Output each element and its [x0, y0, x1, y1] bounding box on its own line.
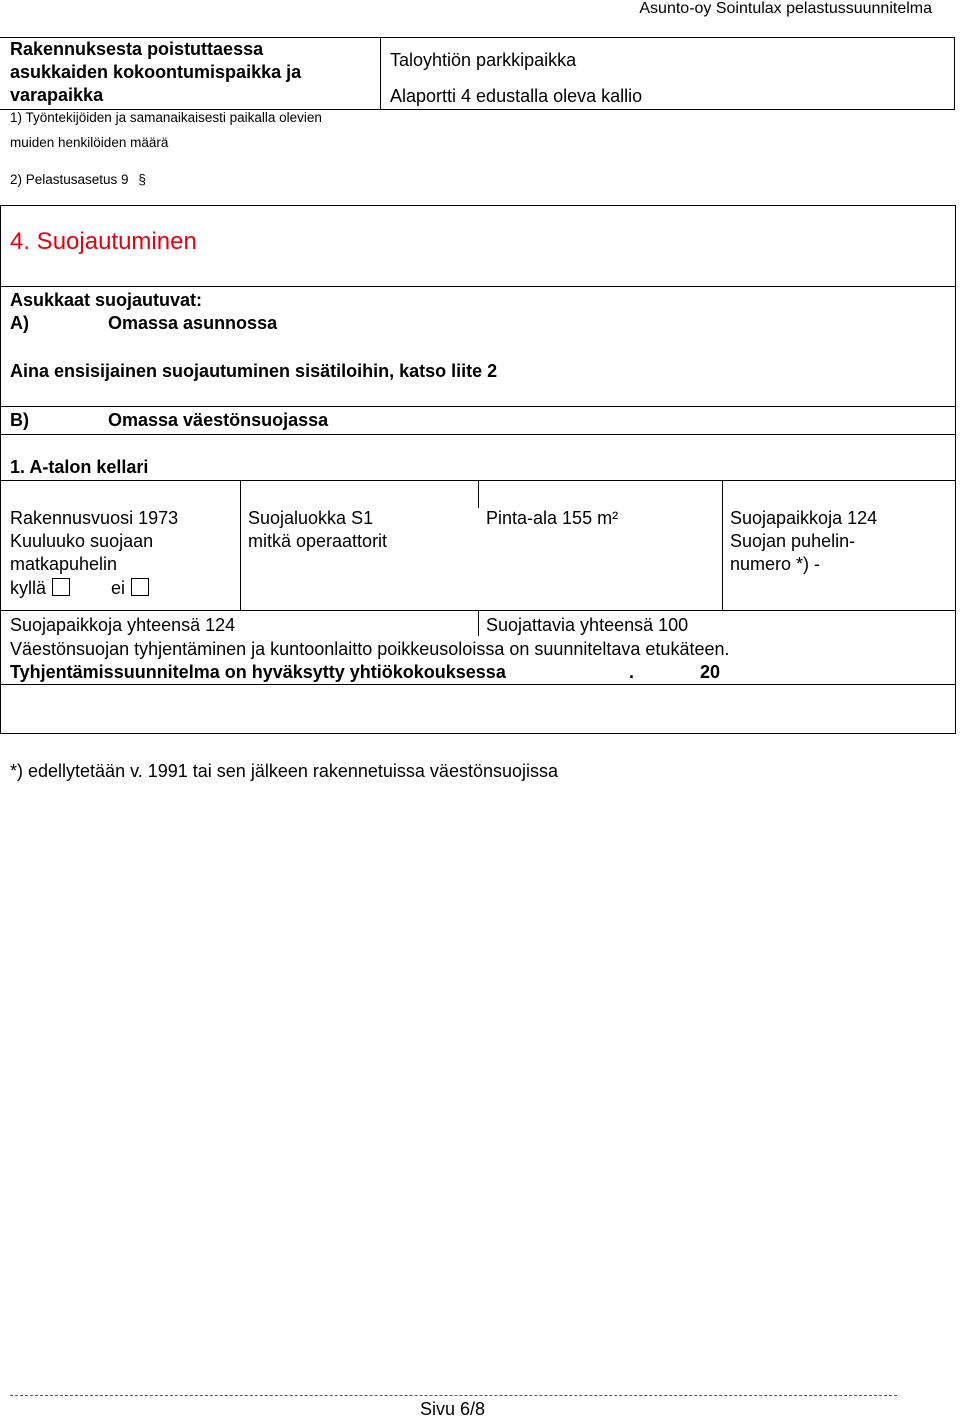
operators-label: mitkä operaattorit: [248, 531, 388, 551]
approved-note: Tyhjentämissuunnitelma on hyväksytty yhtiökokouksessa: [10, 662, 506, 682]
phone-answers: kyllä ei: [10, 578, 149, 599]
option-a-letter: A): [10, 313, 29, 333]
assembly-alt-place: Alaportti 4 edustalla oleva kallio: [390, 86, 643, 106]
footer-divider: [10, 1395, 897, 1396]
approved-dot: .: [629, 662, 635, 682]
phone-question-1: Kuuluuko suojaan: [10, 531, 154, 551]
total-sheltered: Suojattavia yhteensä 100: [486, 615, 689, 635]
option-b-letter: B): [10, 410, 29, 430]
phone-number-label-1: Suojan puhelin-: [730, 531, 856, 551]
no-checkbox[interactable]: [131, 578, 149, 596]
yes-checkbox[interactable]: [52, 578, 70, 596]
document-header: Asunto-oy Sointulax pelastussuunnitelma: [639, 0, 932, 17]
note-1-line-1: 1) Työntekijöiden ja samanaikaisesti paikalla olevien: [10, 110, 322, 125]
footnote: *) edellytetään v. 1991 tai sen jälkeen rakennetuissa väestönsuojissa: [10, 761, 559, 781]
emptying-note: Väestönsuojan tyhjentäminen ja kuntoonlaitto poikkeusoloissa on suunniteltava etukäteen.: [10, 639, 730, 659]
construction-year: Rakennusvuosi 1973: [10, 508, 179, 528]
phone-question-2: matkapuhelin: [10, 554, 118, 574]
approved-year: 20: [700, 662, 721, 682]
assembly-place: Taloyhtiön parkkipaikka: [390, 50, 577, 70]
note-1-line-2: muiden henkilöiden määrä: [10, 135, 169, 150]
total-places: Suojapaikkoja yhteensä 124: [10, 615, 236, 635]
shelter-places: Suojapaikkoja 124: [730, 508, 878, 528]
shelter-class: Suojaluokka S1: [248, 508, 374, 528]
note-2: 2) Pelastusasetus 9 §: [10, 172, 146, 187]
phone-number-label-2: numero *) -: [730, 554, 821, 574]
shelter-intro: Asukkaat suojautuvat:: [10, 290, 203, 310]
shelter-name: 1. A-talon kellari: [10, 457, 149, 477]
shelter-area: Pinta-ala 155 m²: [486, 508, 619, 528]
section-title: 4. Suojautuminen: [10, 228, 197, 255]
primary-shelter-text: Aina ensisijainen suojautuminen sisätiloihin, katso liite 2: [10, 361, 498, 381]
assembly-label: Rakennuksesta poistuttaessa asukkaiden kokoontumispaikka ja varapaikka: [10, 39, 302, 105]
page-number: Sivu 6/8: [420, 1399, 486, 1419]
option-b: Omassa väestönsuojassa: [108, 410, 329, 430]
option-a: Omassa asunnossa: [108, 313, 278, 333]
section-sign-icon: §: [138, 172, 146, 187]
